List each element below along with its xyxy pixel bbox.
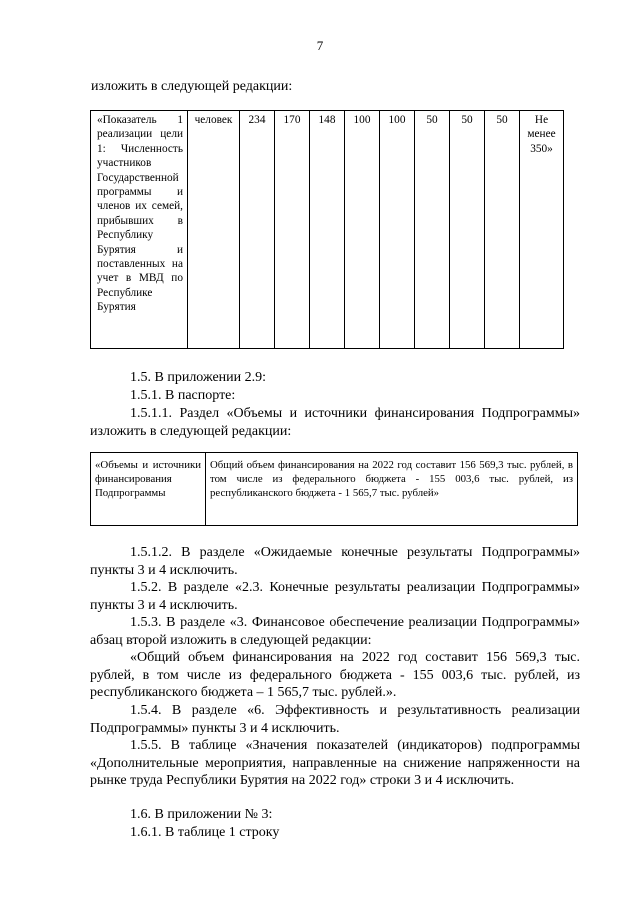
value-cell: 170 [275, 111, 310, 349]
indicator-table [90, 110, 564, 349]
paragraph: 1.5.5. В таблице «Значения показателей (индикаторов) подпрограммы «Дополнительные мероприятия, направленные на снижение напряженности на рынке труда Республики Бурятия на 2022 год» строки 3 и 4 исключить. [90, 738, 580, 788]
target-cell: Не менее 350» [520, 111, 564, 349]
paragraph: 1.5.2. В разделе «2.3. Конечные результаты реализации Подпрограммы» пункты 3 и 4 исключить. [90, 580, 580, 613]
paragraph: 1.5.1.1. Раздел «Объемы и источники финансирования Подпрограммы» изложить в следующей редакции: [90, 406, 580, 439]
table-row [91, 453, 578, 526]
financing-text-cell: Общий объем финансирования на 2022 год составит 156 569,3 тыс. рублей, в том числе из федерального бюджета - 155 003,6 тыс. рублей, из республиканского бюджета - 1 565,7 тыс. рублей» [206, 453, 578, 526]
paragraph: 1.5.1.2. В разделе «Ожидаемые конечные результаты Подпрограммы» пункты 3 и 4 исключить. [90, 545, 580, 578]
value-cell: 234 [240, 111, 275, 349]
paragraph: 1.5.1. В паспорте: [130, 388, 236, 403]
paragraph: 1.5.4. В разделе «6. Эффективность и результативность реализации Подпрограммы» пункты 3 и 4 исключить. [90, 703, 580, 736]
value-cell: 100 [345, 111, 380, 349]
paragraph: 1.5. В приложении 2.9: [130, 370, 267, 385]
paragraph: 1.5.3. В разделе «3. Финансовое обеспечение реализации Подпрограммы» абзац второй изложить в следующей редакции: [90, 615, 580, 648]
financing-table [90, 452, 578, 526]
paragraph: «Общий объем финансирования на 2022 год составит 156 569,3 тыс. рублей, в том числе из федерального бюджета - 155 003,6 тыс. рублей, из республиканского бюджета – 1 565,7 тыс. рублей.». [90, 650, 580, 700]
value-cell: 50 [485, 111, 520, 349]
page-number: 7 [316, 38, 324, 53]
paragraph: 1.6.1. В таблице 1 строку [130, 825, 280, 840]
value-cell: 50 [415, 111, 450, 349]
intro-text: изложить в следующей редакции: [91, 79, 293, 94]
table-row [91, 111, 564, 349]
paragraph: 1.6. В приложении № 3: [130, 807, 273, 822]
financing-label-cell: «Объемы и источники финансирования Подпрограммы [91, 453, 206, 526]
value-cell: 100 [380, 111, 415, 349]
indicator-name-cell: «Показатель 1 реализации цели 1: Численность участников Государственной программы и членов их семей, прибывших в Республику Бурятия и поставленных на учет в МВД по Республике Бурятия [91, 111, 188, 349]
unit-cell: человек [188, 111, 240, 349]
value-cell: 50 [450, 111, 485, 349]
value-cell: 148 [310, 111, 345, 349]
